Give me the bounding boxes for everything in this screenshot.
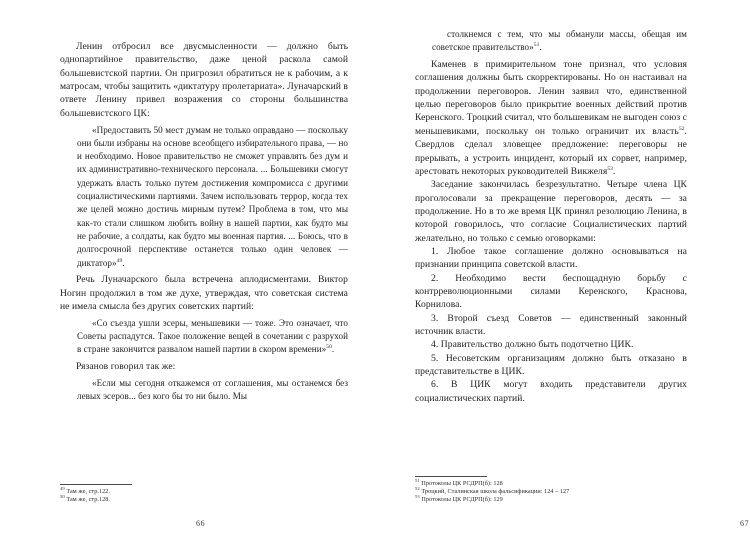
footnote — [415, 477, 690, 488]
footnote-ref[interactable]: 49 — [116, 257, 123, 264]
paragraph — [415, 58, 687, 178]
footnote-text: Протоколы ЦК РСДРП(б): 129 — [421, 495, 503, 503]
quote-tail: . — [539, 42, 542, 53]
list-item: 3. Второй съезд Советов — единственный законный источник власти. — [415, 312, 687, 337]
footnote — [60, 493, 350, 504]
footnote-marker: 51 — [415, 477, 420, 483]
list-item: 5. Несоветским организациям должно быть отказано в представительстве в ЦИК. — [415, 352, 687, 377]
list-item: 1. Любое такое соглашение должно основываться на признании принципа советской власти. — [415, 245, 687, 271]
quote-text: «Предоставить 50 мест думам не только оправдано — поскольку они были избраны на основе всеобщего избирательного права, — но и необходимо. Новое правительство не сможет управлять без дум и их административно-технического персонала. ... Большевики смогут удержать власть только путем достижения компромисса с другими социалистическими партиями. Зачем использовать террор, когда тех же целей можно достичь мирным путем? Проблема в том, что мы как-то стали слишком любить войну в нашей партии, как будто мы не рабочие, а солдаты, как будто мы военная партия. ... Боюсь, что в долгосрочной перспективе останется только один человек — диктатор» — [77, 124, 348, 268]
list-item: 6. В ЦИК могут входить представители других социалистических партий. — [415, 379, 687, 404]
footnote-text: Там же, стр.122. — [66, 487, 110, 495]
footnote-separator-rule — [60, 484, 132, 485]
quote-text: «Со съезда ушли эсеры, меньшевики — тоже. Это означает, что Советы распадутся. Такое положение вещей в сочетании с разрухой в стране закончится развалом нашей партии в скором времени» — [77, 317, 348, 355]
text-block-left — [60, 40, 348, 404]
quote-tail: . — [331, 344, 335, 355]
paragraph-text-end: . — [613, 165, 616, 177]
list-item: 2. Необходимо вести беспощадную борьбу с контрреволюционными силами Керенского, Краснова, Корнилова. — [415, 272, 687, 311]
page-number-right: 67 — [740, 519, 749, 528]
footnote-ref[interactable]: 50 — [326, 344, 332, 351]
footnote-text: Троцкий, Сталинская школа фальсификации: 124 – 127 — [421, 487, 570, 495]
list-item: 4. Правительство должно быть подотчетно ЦИК. — [431, 339, 634, 351]
block-quote: «Если мы сегодня откажемся от соглашения, мы останемся без левых эсеров... без кого бы то ни было. Мы — [77, 378, 348, 402]
footnote-ref[interactable]: 51 — [533, 42, 540, 49]
footnote-marker: 53 — [415, 493, 420, 499]
footnote-text: Протоколы ЦК РСДРП(б): 128 — [421, 479, 503, 487]
footnote — [415, 485, 690, 496]
footnote — [60, 485, 350, 496]
paragraph: Рязанов говорил так же: — [76, 361, 176, 373]
footnote-ref[interactable]: 53 — [607, 165, 614, 172]
paragraph-text: Каменев в примирительном тоне признал, что условия соглашения должны быть скорректированы. Но он настаивал на продолжении переговоров. Ленин заявил что, единственной целью переговоров было прикрытие военных действий против Керенского. Троцкий считал, что большевикам не выгоден союз с меньшевиками, поскольку он только ограничит их власть — [415, 59, 687, 137]
paragraph: Ленин отбросил все двусмысленности — должно быть однопартийное правительство, даже ценой раскола самой большевистской партии. Он пригрозил обратиться не к рабочим, а к матросам, чтобы защитить «диктатуру пролетариата». Луначарский в ответе Ленину привел возражения со стороны большинства большевистского ЦК: — [60, 41, 348, 119]
footnote-text: Там же, стр.128. — [66, 495, 110, 503]
paragraph: Заседание закончилась безрезультатно. Четыре члена ЦК проголосовали за прекращение переговоров, десять — за продолжение. Но в то же время ЦК принял резолюцию Ленина, в которой говорилось, что согласие Социалистических партий желательно, но только с семью оговорками: — [415, 179, 687, 244]
quote-text: столкнемся с тем, что мы обманули массы, обещая им советское правительство» — [432, 29, 687, 53]
footnote-marker: 52 — [415, 485, 420, 491]
text-block-right — [415, 28, 687, 405]
block-quote — [432, 28, 687, 55]
paragraph: Речь Луначарского была встречена аплодисментами. Виктор Ногин продолжил в том же духе, утверждая, что советская система не имела смысла без других советских партий: — [60, 274, 348, 313]
footnote-marker: 50 — [60, 493, 65, 499]
footnote-ref[interactable]: 52 — [678, 125, 685, 132]
page-number-left: 66 — [196, 519, 205, 528]
footnote-marker: 49 — [60, 485, 65, 491]
block-quote — [77, 124, 348, 270]
footnote — [415, 493, 690, 504]
footnote-separator-rule — [415, 476, 487, 477]
paragraph-text-cont: . Свердлов сделал зловещее предложение: переговоры не прерывать, а устроить инцидент, который их сорвет, например, арестовать некоторых руководителей Викжеля — [415, 125, 687, 177]
footnotes-right — [375, 476, 750, 504]
quote-tail: . — [122, 257, 125, 268]
footnotes-left — [0, 484, 375, 504]
block-quote — [77, 317, 348, 357]
page-right — [375, 0, 750, 540]
